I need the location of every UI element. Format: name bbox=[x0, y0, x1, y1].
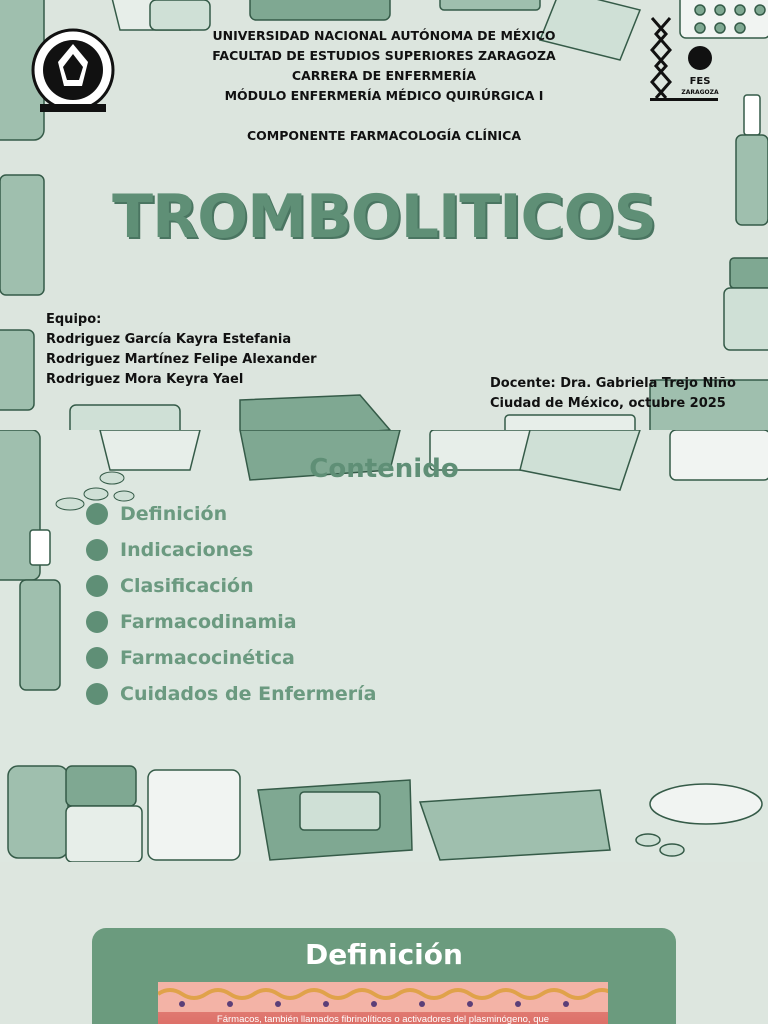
list-item bbox=[86, 676, 377, 712]
definition-title: Definición bbox=[305, 938, 463, 971]
institution-line: CARRERA DE ENFERMERÍA bbox=[291, 68, 477, 83]
bullet-icon bbox=[86, 503, 108, 525]
institution-line: MÓDULO ENFERMERÍA MÉDICO QUIRÚRGICA I bbox=[224, 88, 544, 103]
list-item-label: Definición bbox=[120, 503, 228, 525]
list-item bbox=[86, 604, 377, 640]
team-member: Rodriguez Martínez Felipe Alexander bbox=[46, 352, 317, 367]
blood-vessel-illustration bbox=[158, 982, 608, 1024]
contents-title: Contenido bbox=[309, 454, 459, 484]
cover-slide bbox=[0, 0, 768, 430]
bullet-icon bbox=[86, 539, 108, 561]
definition-text: Fármacos, también llamados fibrinolíticos o activadores del plasminógeno, que bbox=[216, 1014, 550, 1024]
bullet-icon bbox=[86, 575, 108, 597]
component-name: COMPONENTE FARMACOLOGÍA CLÍNICA bbox=[246, 128, 522, 143]
list-item-label: Cuidados de Enfermería bbox=[120, 683, 377, 705]
right-pill-box-icon bbox=[724, 258, 768, 350]
bottom-medicine-row-icon bbox=[8, 766, 762, 862]
list-item-label: Indicaciones bbox=[120, 539, 254, 561]
presentation-title: TROMBOLITICOS bbox=[112, 182, 656, 252]
bullet-icon bbox=[86, 683, 108, 705]
team-member: Rodriguez García Kayra Estefania bbox=[46, 332, 292, 347]
blood-vessel-cells-icon bbox=[158, 982, 608, 1012]
list-item bbox=[86, 640, 377, 676]
team-member: Rodriguez Mora Keyra Yael bbox=[46, 372, 244, 387]
team-block bbox=[46, 310, 317, 390]
list-item bbox=[86, 496, 377, 532]
definition-slide bbox=[0, 862, 768, 1024]
bullet-icon bbox=[86, 611, 108, 633]
definition-card bbox=[92, 928, 676, 1024]
contents-slide bbox=[0, 430, 768, 862]
teacher-block bbox=[490, 374, 736, 414]
institution-heading bbox=[0, 26, 768, 146]
list-item bbox=[86, 568, 377, 604]
list-item bbox=[86, 532, 377, 568]
list-item-label: Farmacodinamia bbox=[120, 611, 297, 633]
list-item-label: Clasificación bbox=[120, 575, 254, 597]
contents-list bbox=[86, 496, 377, 712]
teacher-name: Docente: Dra. Gabriela Trejo Niño bbox=[490, 376, 736, 391]
place-date: Ciudad de México, octubre 2025 bbox=[490, 396, 726, 411]
list-item-label: Farmacocinética bbox=[120, 647, 295, 669]
institution-line: FACULTAD DE ESTUDIOS SUPERIORES ZARAGOZA bbox=[212, 48, 556, 63]
zaragoza-logo-text: ZARAGOZA bbox=[681, 89, 719, 96]
institution-line: UNIVERSIDAD NACIONAL AUTÓNOMA DE MÉXICO bbox=[212, 28, 556, 43]
team-label: Equipo: bbox=[46, 312, 102, 327]
fes-logo-text: FES bbox=[689, 76, 711, 87]
bullet-icon bbox=[86, 647, 108, 669]
